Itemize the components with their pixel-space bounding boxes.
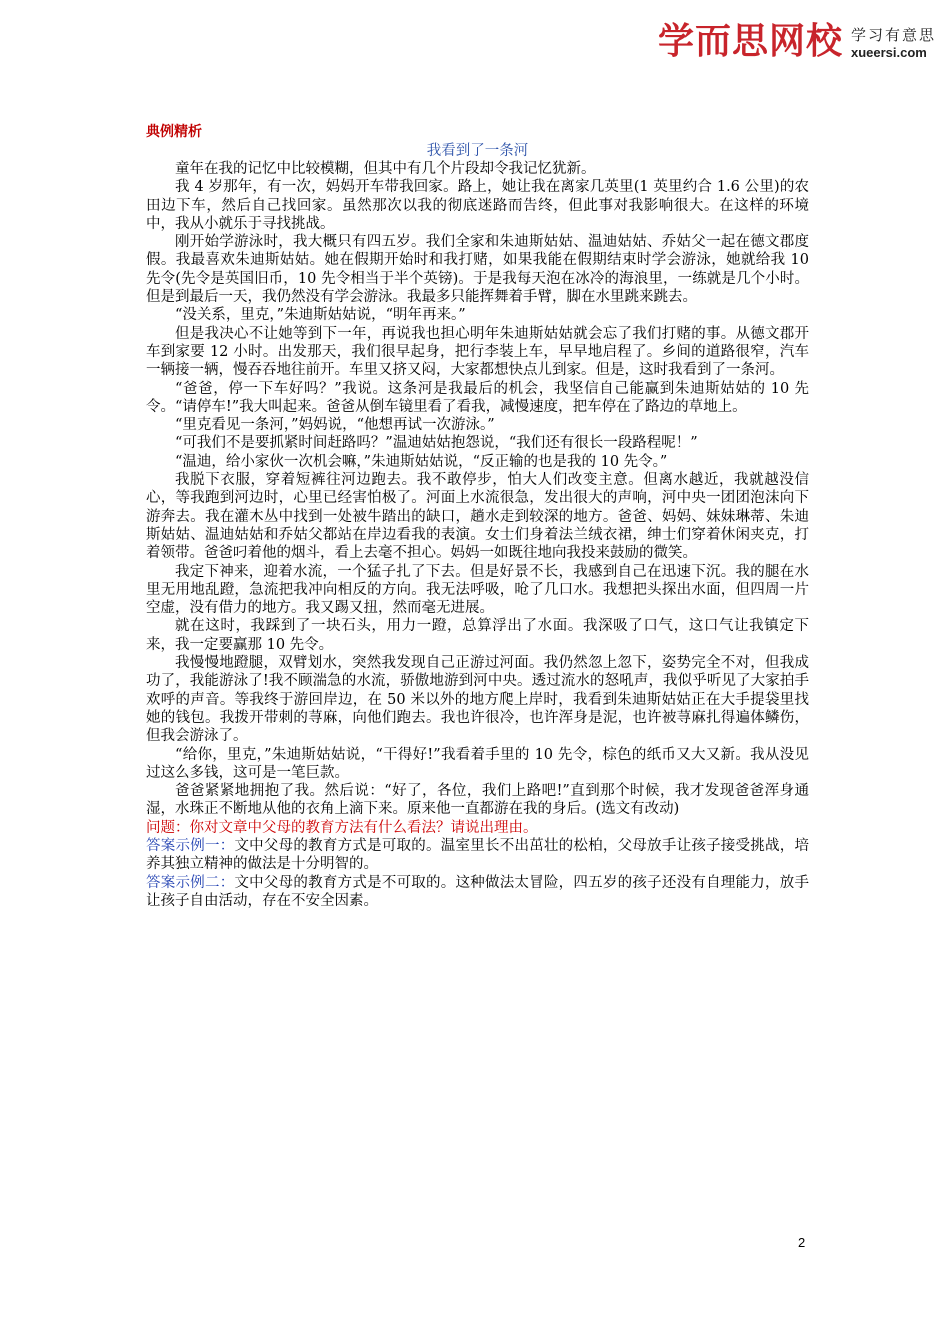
logo-text: 学而思网校 bbox=[657, 21, 843, 62]
document-body bbox=[146, 122, 809, 910]
article-paragraph: 但是我决心不让她等到下一年，再说我也担心明年朱迪斯姑姑就会忘了我们打赌的事。从德文郡开车到家要 12 小时。出发那天，我们很早起身，把行李装上车，早早地启程了。乡间的道路很窄，汽车一辆接一辆，慢吞吞地往前开。车里又挤又闷，大家都想快点儿到家。但是，这时我看到了一条河。 bbox=[146, 325, 809, 379]
article-paragraph: “可我们不是要抓紧时间赶路吗？”温迪姑姑抱怨说，“我们还有很长一段路程呢！” bbox=[175, 435, 698, 452]
article-paragraph: 爸爸紧紧地拥抱了我。然后说：“好了，各位，我们上路吧!”直到那个时候，我才发现爸爸浑身通湿，水珠正不断地从他的衣角上滴下来。原来他一直都游在我的身后。(选文有改动) bbox=[146, 783, 809, 818]
article-paragraph: “没关系，里克，”朱迪斯姑姑说，“明年再来。” bbox=[175, 307, 466, 324]
article-title: 我看到了一条河 bbox=[426, 143, 529, 159]
article-paragraph: 我脱下衣服，穿着短裤往河边跑去。我不敢停步，怕大人们改变主意。但离水越近，我就越没信心，等我跑到河边时，心里已经害怕极了。河面上水流很急，发出很大的声响，河中央一团团泡沫向下游奔去。我在灌木丛中找到一处被牛踏出的缺口，趟水走到较深的地方。爸爸、妈妈、妹妹琳蒂、朱迪斯姑姑、温迪姑姑和乔姑父都站在岸边看我的表演。女士们身着法兰绒衣裙，绅士们穿着休闲夹克，打着领带。爸爸叼着他的烟斗，看上去毫不担心。妈妈一如既往地向我投来鼓励的微笑。 bbox=[146, 472, 809, 562]
article-paragraph: “里克看见一条河，”妈妈说，“他想再试一次游泳。” bbox=[175, 417, 495, 434]
article-paragraph: 就在这时，我踩到了一块石头，用力一蹬，总算浮出了水面。我深吸了口气，这口气让我镇定下来，我一定要赢那 10 先令。 bbox=[146, 618, 809, 653]
article-paragraph: “温迪，给小家伙一次机会嘛，”朱迪斯姑姑说，“反正输的也是我的 10 先令。” bbox=[175, 453, 668, 470]
answer-text: 文中父母的教育方式是可取的。温室里长不出茁壮的松柏，父母放手让孩子接受挑战，培养其独立精神的做法是十分明智的。 bbox=[146, 837, 810, 873]
article-paragraph: “爸爸，停一下车好吗？”我说。这条河是我最后的机会，我坚信自己能赢到朱迪斯姑姑的 10 先令。“请停车!”我大叫起来。爸爸从倒车镜里看了看我，减慢速度，把车停在了路边的草地上。 bbox=[146, 380, 809, 415]
brand-logo bbox=[658, 20, 936, 66]
answer-example bbox=[146, 874, 809, 911]
article-paragraph: 童年在我的记忆中比较模糊，但其中有几个片段却令我记忆犹新。 bbox=[175, 161, 596, 177]
question-text: 你对文章中父母的教育方法有什么看法？请说出理由。 bbox=[189, 819, 538, 836]
question-label: 问题： bbox=[146, 819, 190, 836]
page-number: 2 bbox=[798, 1235, 806, 1250]
article-paragraph: 我 4 岁那年，有一次，妈妈开车带我回家。路上，她让我在离家几英里(1 英里约合 1.6 公里)的农田边下车，然后自己找回家。虽然那次以我的彻底迷路而告终，但此事对我影响很大。在这样的环境中，我从小就乐于寻找挑战。 bbox=[146, 179, 809, 232]
article-paragraph: 我慢慢地蹬腿，双臂划水，突然我发现自己正游过河面。我仍然忽上忽下，姿势完全不对，但我成功了，我能游泳了!我不顾湍急的水流，骄傲地游到河中央。透过流水的怒吼声，我似乎听见了大家拍手欢呼的声音。等我终于游回岸边，在 50 米以外的地方爬上岸时，我看到朱迪斯姑姑正在大手提袋里找她的钱包。我拨开带刺的荨麻，向他们跑去。我也许很冷，也许浑身是泥，也许被荨麻扎得遍体鳞伤，但我会游泳了。 bbox=[146, 655, 809, 745]
logo-side bbox=[851, 20, 936, 62]
question bbox=[146, 819, 809, 837]
article-paragraph: 刚开始学游泳时，我大概只有四五岁。我们全家和朱迪斯姑姑、温迪姑姑、乔姑父一起在德文郡度假。我最喜欢朱迪斯姑姑。她在假期开始时和我打赌，如果我能在假期结束时学会游泳，她就给我 10 先令(先令是英国旧币，10 先令相当于半个英镑)。于是我每天泡在冰冷的海浪里，一练就是几个小时。但是到最后一天，我仍然没有学会游泳。我最多只能挥舞着手臂，脚在水里跳来跳去。 bbox=[146, 234, 809, 306]
answer-text: 文中父母的教育方式是不可取的。这种做法太冒险，四五岁的孩子还没有自理能力，放手让孩子自由活动，存在不安全因素。 bbox=[146, 874, 810, 909]
answer-label: 答案示例一： bbox=[146, 837, 235, 854]
article-paragraph: “给你，里克，”朱迪斯姑姑说，“干得好!”我看着手里的 10 先令，棕色的纸币又大又新。我从没见过这么多钱，这可是一笔巨款。 bbox=[146, 746, 809, 781]
logo-url: xueersi.com bbox=[850, 45, 927, 60]
section-heading: 典例精析 bbox=[146, 124, 202, 140]
answer-label: 答案示例二： bbox=[146, 874, 235, 891]
answer-example bbox=[146, 837, 809, 874]
logo-slogan: 学习有意思 bbox=[850, 26, 936, 44]
article-paragraph: 我定下神来，迎着水流，一个猛子扎了下去。但是好景不长，我感到自己在迅速下沉。我的腿在水里无用地乱蹬，急流把我冲向相反的方向。我无法呼吸，呛了几口水。我想把头探出水面，但四周一片空虚，没有借力的地方。我又踢又扭，然而毫无进展。 bbox=[146, 563, 809, 617]
